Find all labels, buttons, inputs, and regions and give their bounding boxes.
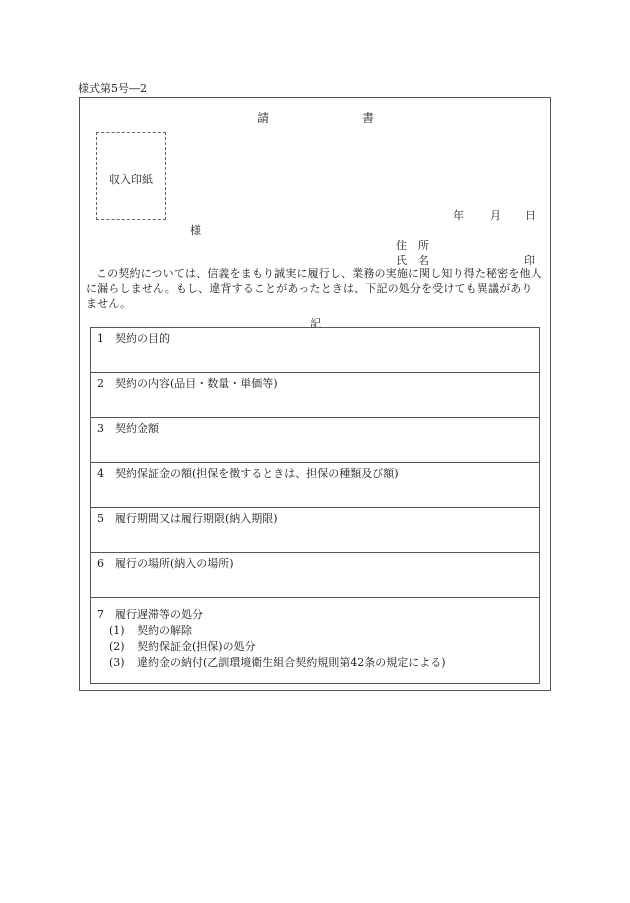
item-row-content <box>91 373 539 418</box>
seal-mark: 印 <box>524 254 535 267</box>
address-label: 住 所 <box>396 239 429 252</box>
penalty-number: (1) <box>109 624 125 637</box>
form-number: 様式第5号―2 <box>78 82 147 95</box>
item-row-penalties <box>91 598 539 684</box>
item-label: 4 契約保証金の額(担保を徴するときは、担保の種類及び額) <box>97 467 399 480</box>
item-row-period <box>91 508 539 553</box>
penalty-item <box>109 654 446 670</box>
title-char-1: 請 <box>257 111 270 125</box>
items-table <box>90 327 540 684</box>
penalty-number: (2) <box>109 640 125 653</box>
name-label: 氏 名 <box>396 254 429 267</box>
title-char-2: 書 <box>362 111 375 125</box>
item-label: 5 履行期間又は履行期限(納入期限) <box>97 512 278 525</box>
penalty-item <box>109 622 192 638</box>
penalty-text: 契約の解除 <box>137 624 192 637</box>
ki-heading: 記 <box>310 317 321 330</box>
penalty-text: 契約保証金(担保)の処分 <box>137 640 256 653</box>
addressee-suffix: 様 <box>190 224 201 237</box>
revenue-stamp-label: 収入印紙 <box>109 173 153 186</box>
item-row-purpose <box>91 328 539 373</box>
date-month-label: 月 <box>490 209 501 222</box>
pledge-paragraph: この契約については、信義をまもり誠実に履行し、業務の実施に関し知り得た秘密を他人に漏らしません。もし、違背することがあったときは、下記の処分を受けても異議がありません。 <box>86 267 542 310</box>
revenue-stamp-box <box>96 132 166 220</box>
date-day-label: 日 <box>525 209 536 222</box>
item-label: 7 履行遅滞等の処分 <box>97 608 203 621</box>
item-row-place <box>91 553 539 598</box>
penalty-item <box>109 638 256 654</box>
item-label: 1 契約の目的 <box>97 332 170 345</box>
item-row-deposit <box>91 463 539 508</box>
penalty-text: 違約金の納付(乙訓環境衛生組合契約規則第42条の規定による) <box>137 656 446 669</box>
item-label: 6 履行の場所(納入の場所) <box>97 557 234 570</box>
date-year-label: 年 <box>453 209 464 222</box>
item-row-amount <box>91 418 539 463</box>
penalty-number: (3) <box>109 656 125 669</box>
item-label: 3 契約金額 <box>97 422 159 435</box>
item-label: 2 契約の内容(品目・数量・単価等) <box>97 377 278 390</box>
